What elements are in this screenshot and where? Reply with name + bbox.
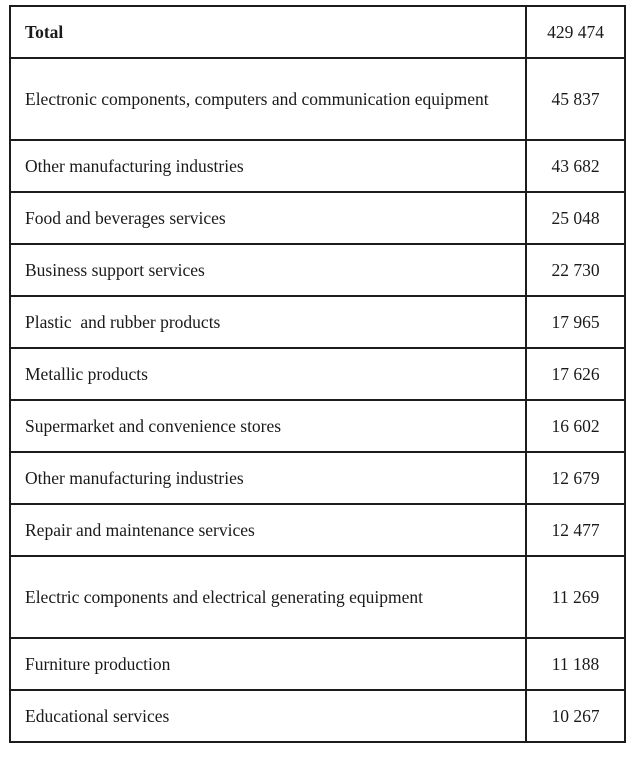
row-value: 17 965 xyxy=(526,296,625,348)
row-value: 12 477 xyxy=(526,504,625,556)
table-row-total xyxy=(10,6,625,58)
row-value: 22 730 xyxy=(526,244,625,296)
row-value: 25 048 xyxy=(526,192,625,244)
row-label: Metallic products xyxy=(10,348,526,400)
row-value: 12 679 xyxy=(526,452,625,504)
row-label: Business support services xyxy=(10,244,526,296)
row-label: Food and beverages services xyxy=(10,192,526,244)
table-row xyxy=(10,400,625,452)
row-label: Electronic components, computers and communication equipment xyxy=(10,58,526,140)
row-value: 16 602 xyxy=(526,400,625,452)
row-value: 43 682 xyxy=(526,140,625,192)
table-row xyxy=(10,638,625,690)
row-value: 17 626 xyxy=(526,348,625,400)
row-label: Repair and maintenance services xyxy=(10,504,526,556)
row-label: Plastic and rubber products xyxy=(10,296,526,348)
row-label: Total xyxy=(10,6,526,58)
row-label: Educational services xyxy=(10,690,526,742)
row-value: 10 267 xyxy=(526,690,625,742)
table-row xyxy=(10,690,625,742)
table-row xyxy=(10,452,625,504)
row-label: Other manufacturing industries xyxy=(10,452,526,504)
row-label: Furniture production xyxy=(10,638,526,690)
industry-table xyxy=(9,5,626,743)
table-row xyxy=(10,140,625,192)
row-value: 429 474 xyxy=(526,6,625,58)
table-row xyxy=(10,556,625,638)
row-label: Electric components and electrical generating equipment xyxy=(10,556,526,638)
table-row xyxy=(10,244,625,296)
table-row xyxy=(10,192,625,244)
row-value: 45 837 xyxy=(526,58,625,140)
row-value: 11 269 xyxy=(526,556,625,638)
table-row xyxy=(10,58,625,140)
table-row xyxy=(10,348,625,400)
row-label: Supermarket and convenience stores xyxy=(10,400,526,452)
row-value: 11 188 xyxy=(526,638,625,690)
industry-table-container xyxy=(9,5,626,743)
table-row xyxy=(10,296,625,348)
table-row xyxy=(10,504,625,556)
row-label: Other manufacturing industries xyxy=(10,140,526,192)
